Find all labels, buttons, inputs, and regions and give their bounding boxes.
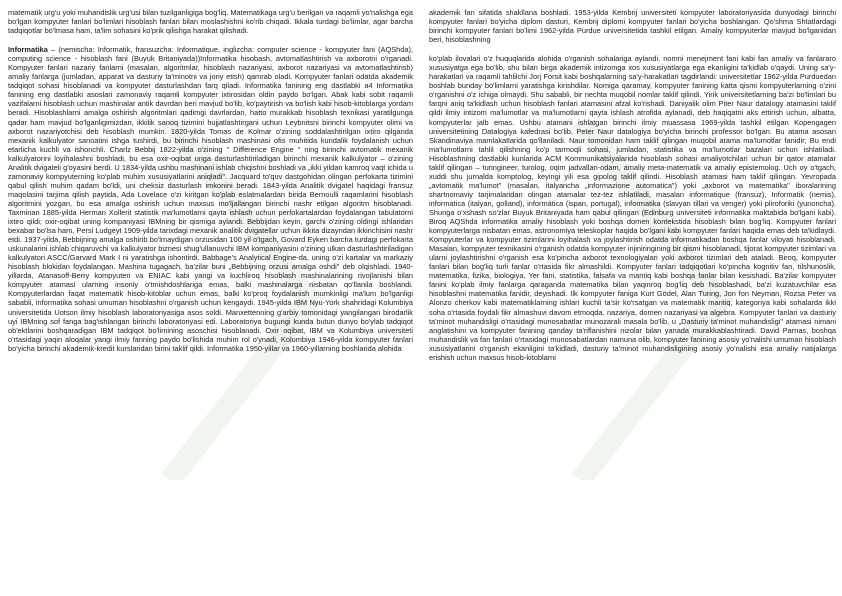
right-column: [429, 8, 836, 372]
paragraph-academic: akademik fan sifatida shakllana boshladi. 1953-yilda Kembrij universiteti kompyuter laboratoriyasida dunyodagi birinchi kompyuter fanlari bo'yicha diplom dasturi, Kembrij diplomi kompyuter fanlari bo'yicha boshlangan. Qo'shma Shtatlardagi birinchi kompyuter fanlari bo'limi 1962-yilda Purdue universitetida tashkil etilgan. Amaliy kompyuterlar mavjud bo'lganidan beri, hisoblashning: [429, 8, 836, 45]
left-column: [8, 8, 413, 363]
term-body: Informatik, fransuzcha: Informatique, inglizcha: computer science - kompyuter fani (AQShda), computing science - hisoblash fani (Buyuk Britaniyada))Informatika hisobash, avtomatlashtirish va axborotni o'rganadi. Kompyuter fanlari nazariy fanlarni (masalan, algoritmlar, hisoblash nazariyasi, axborot nazariyasi va avtomatlashtirish) amaliy fanlarga (jumladan, apparat va dasturiy ta'minotni va joriy etish) qamrab oladi. Kompyuter fanlari odatda akademik tadqiqot sohasi hisoblanadi va kompyuter dasturlashdan farq qiladi. Informatika fanining eng dastlabki a4 Informatika fanining eng dastlabki asoslari zamonaviy raqamli kompyuter ixtirosidan oldin paydo bo'lgan. Abak kabi sobit raqamli vazifalarni hisoblash uchun mashinalar antik davrdan beri mavjud bo'lib, ko'paytirish va bo'lish kabi hisob-kitoblarga yordam beradi. Hisoblashlarni amalga oshirish algoritmlari qadimgi davrlardan, hatto murakkab hisoblash texnikasi yaratilgunga qadar ham mavjud bo'lganligimizdan, ikkilik sanoq tizimini hujjatlashtirgani uchun Leybnitsni birinchi kompyuter olimi va axborot nazariyotchisi deb hisoblash mumkin. 1820-yilda Tomas de Kolmar o'zining soddalashtirilgan ixtiro qilganda mexanik kalkulyator sanoatini ishga tushirdi, bu birinchi hisoblash mashinasi ofis muhitida kundalik foydalanish uchun etarlicha kuchli va ishonchli. Charlz Bebbij 1822-yilda o'zining " Difference Engine " ning birinchi avtomatik mexanik kalkulyatorini loyihalashni boshladi, bu esa oxir-oqibat unga dasturlashtiriladigan birinchi mexanik kalkulyator – o'zining Analitik dvigateli g'oyasini berdi. U 1834-yilda ushbu mashinani ishlab chiqishni boshladi va „ikki yildan kamroq vaqt ichida u zamonaviy kompyuterning ko'plab muhim xususiyatlarini aniqladi". Jacquard to'quv dastgohidan olingan perfokarta tizimini qabul qilish muhim qadam bo'ldi, uni cheksiz dasturlash imkonini beradi. 1843-yilda Analitik dvigatel haqidagi fransuz maqolasini tarjima qilish paytida, Ada Lovelace o'zi kiritgan ko'plab eslatmalardan birida Bernoulli raqamlarini hisoblash algoritmini yozgan, bu esa amalga oshirish uchun maxsus mo'ljallangan birinchi nashr etilgan algoritm hisoblanadi. Taxminan 1885-yilda Herman Xollerit statistik ma'lumotlarni qayta ishlash uchun perfokartalardan foydalangan tabulatorni ixtiro qildi; oxir-oqibat uning kompaniyasi IBMning bir qismiga aylandi. Bebbijdan keyin, garchi o'zining oldingi ishlaridan bexabar bo'lsa ham, Persi Ludgeyt 1909-yilda tarixdagi mexanik analitik dvigatellar uchun ikkita dizayndan ikkinchisini nashr etdi. 1937-yilda, Bebbijning amalga oshirib bo'lmaydigan orzusidan 100 yil o'tgach, Govard Eyken barcha turdagi perfokarta uskunalarini ishlab chiqaruvchi va kalkulyator biznesi shug'ullanuvchi IBM kompaniyasini o'zining ulkan dasturlashtiriladigan kalkulyatori ASCC/Garvard Mark I ni yaratishga ishontirdi. Babbage's Analytical Engine-da, uning o'zi kartalar va markaziy hisoblash blokidan foydalangan. Mashina tugagach, ba'zilar buni „Bebbijning orzusi amalga oshdi" deb olqishladi. 1940-yillarda, Atanasoff-Berry kompyuteri va ENIAC kabi yangi va kuchliroq hisoblash mashinalarining rivojlanishi bilan kompyuter atamasi ularning insoniy o'tmishdoshlariga emas, balki mashinalarga nisbatan qo'llanila boshlandi. Kompyuterlardan faqat matematik hisob-kitoblar uchun emas, balki ko'proq foydalanish mumkinligi ma'lum bo'lganligi sababli, informatika sohasi umuman hisoblashni o'rganish uchun kengaydi. 1945-yilda IBM Nyu-York shahridagi Kolumbiya universitetida Uotson ilmiy hisoblash laboratoriyasiga asos soldi. Manxettenning g'arbiy tomonidagi yangilangan birodarlik uyi IBMning sof fanga bag'ishlangan birinchi laboratoriyasi edi. Laboratoriya bugungi kunda butun dunyo bo'ylab tadqiqot ob'ektlarini boshqaradigan IBM tadqiqot bo'limining asoschisi hisoblanadi. Oxir oqibat, IBM va Kolumbiya universiteti o'rtasidagi yaqin aloqalar yangi ilmiy fanning paydo bo'lishida muhim rol o'ynadi, Kolumbiya 1946-yilda kompyuter fanlari bo'yicha birinchi akademik-kredit kurslaridan birini taklif qildi. Informatika 1950-yillar va 1960-yillarning boshlarida alohida: [8, 45, 413, 353]
paragraph-informatika: [8, 45, 413, 353]
term-title: Informatika: [8, 45, 48, 55]
paragraph-applications: ko'plab ilovalari o'z huquqlarida alohida o'rganish sohalariga aylandi. nomni menejment fani kabi fan amaliy va fanlararo xususiyatga ega bo'lib, shu bilan birga akademik intizomga xos xususiyatlarga ega ekanligini ta'kidlab o'qaydi. Uning sa'y-harakatlari va raqamli tahlilchi Jorj Forsit kabi boshqalarning sa'y-harakatlari tagdirlandi: universitetlar 1962-yilda Purduedan boshlab bunday bo'limlarni yaratishga kirishdilar. Nomiga qaramay, kompyuter fanining katta qismi kompyuterlarning o'zini o'rganishni o'z ichiga olmaydi. Shu sababli, bir nechta muqobil nomlar taklif qilindi. Yirik universitetlarning ba'zi bo'limlari bu farqni aniq ta'kidlash uchun hisoblash fanlari atamasini afzal ko'rishadi. Daniyalik olim Piter Naur datalogy atamasini taklif qildi ilmiy intizom ma'lumotlar va ma'lumotlarni qayta ishlash atrofida aylanadi, deb haqiqatni aks ettirish uchun, albatta, kompyuterlar jalb emas. Ushbu atamani ishlatgan birinchi ilmiy muassasa 1969-yilda tashkil etilgan Kopengagen universitetining Datalogiya kafedrasi bo'lib, Peter Naur datalogiya bo'yicha birinchi professor bo'lgan. Bu atama asosan Skandinaviya mamlakatlarida qo'llaniladi. Naur tomonidan ham taklif qilingan muqobil atama ma'lumotlar fanidir; Bu endi ma'lumotlarni tahlil qilishning ko'p tarmoqli sohasi, jumladan, statistika va ma'lumotlar bazalari uchun ishlatiladi. Hisoblashning dastlabki kunlarida ACM Kommunikatsiyalarida hisoblash sohasi amaliyotchilari uchun bir qator atamalar taklif qilingan – turingineer, turolog, oqim jadvallari-odam, amaliy meta-matematik va amaliy epistemolog. Uch oy o'tgach, xuddi shu jurnalda komptolog, keyingi yili esa gipolog taklif qilindi. Hisoblash atamasi ham taklif qilingan. Yevropada „avtomatik ma'lumot" (masalan, italyancha „informazione automatica") yoki „axborot va matematika" iboralarining shartnomaviy tarjimalaridan olingan atamalar tez-tez ishlatiladi, masalan informatique (fransuz), Informatik (nemis), informatica (italyan, golland), informática (ispan, portugal), informatika (slavyan tillari va venger) yoki pliroforiki (yunoncha). Shunga o'xshash so'zlar Buyuk Britaniyada ham qabul qilingan (Edinburg universiteti informatika maktabida bo'lgani kabi). Biroq AQShda informatika amaliy hisoblash yoki boshqa domen kontekstida hisoblash bilan bog'liq. Kompyuter fanlari kompyuterlarga nisbatan emas, astronomiya teleskoplar haqida bo'lgani kabi kompyuter fanlari haqida emas deb ta'kidlaydi. Kompyuterlar va kompyuter tizimlarini loyihalash va joylashtirish odatda informatikadan boshqa fanlar viloyati hisoblanadi. Masalan, kompyuter texnikasini o'rganish odatda kompyuter injiniringining bir qismi hisoblanadi, tijorat kompyuter tizimlari va ularni joylashtirishni o'rganish esa ko'pincha axborot texnologiyalari yoki axborot tizimlari deb ataladi. Biroq, kompyuter fanlari bilan bog'liq turli fanlar o'rtasida fikr almashildi. Kompyuter fanlari tadqiqotlari ko'pincha kognitiv fan, tilshunoslik, matematika, fizika, biologiya, Yer fani, statistika, falsafa va mantiq kabi boshqa fanlar bilan kesishadi. Ba'zilar kompyuter fanini ko'plab ilmiy fanlarga qaraganda matematika bilan yaqinroq bog'liq deb hisoblashadi, ba'zi kuzatuvchilar esa hisoblashni matematika fanidir, deyishadi. Ilk kompyuter faniga Kurt Gödel, Alan Turing, Jon fon Neyman, Rozsa Peter va Alonzo cherkov kabi matematiklarning ishlari kuchli ta'sir ko'rsatgan va matematik mantiq, kategoriya kabi sohalarda ikki soha o'rtasida foydali fikr almashuvi davom etmoqda. nazariya, domen nazariyasi va algebra. Kompyuter fanlari va dasturiy ta'minot muhandisligi o'rtasidagi munosabatlar munozarali masala bo'lib, u „Dasturiy ta'minot muhandisligi" atamasi nimani anglatishini va kompyuter fanining qanday ta'riflanishini nizolar bilan yanada murakkablashtiradi. David Parnas, boshqa muhandislik va fan fanlari o'rtasidagi munosabatlardan namuna olib, kompyuter fanining asosiy yo'nalishi umuman hisoblash xususiyatlarini o'rganish ekanligini ta'kidladi, dasturiy ta'minot muhandisligining asosiy yo'nalishi esa amaliy natijalarga erishish uchun maxsus hisob-kitoblarni: [429, 54, 836, 362]
term-intro: – (nemischa:: [47, 45, 98, 55]
paragraph-intro: matematik urg'u yoki muhandislik urg'usi bilan tuzilganligiga bog'liq. Matematikaga urg'u berilgan va raqamli yo'nalishga ega bo'lgan kompyuter fanlari bo'limlari hisoblash fanlari bilan moslashishni ko'rib chiqadi. Ikkala turdagi bo'limlar, agar barcha tadqiqotlar bo'lmasa ham, ta'lim sohasini ko'prik qilishga harakat qilishadi.: [8, 8, 413, 36]
